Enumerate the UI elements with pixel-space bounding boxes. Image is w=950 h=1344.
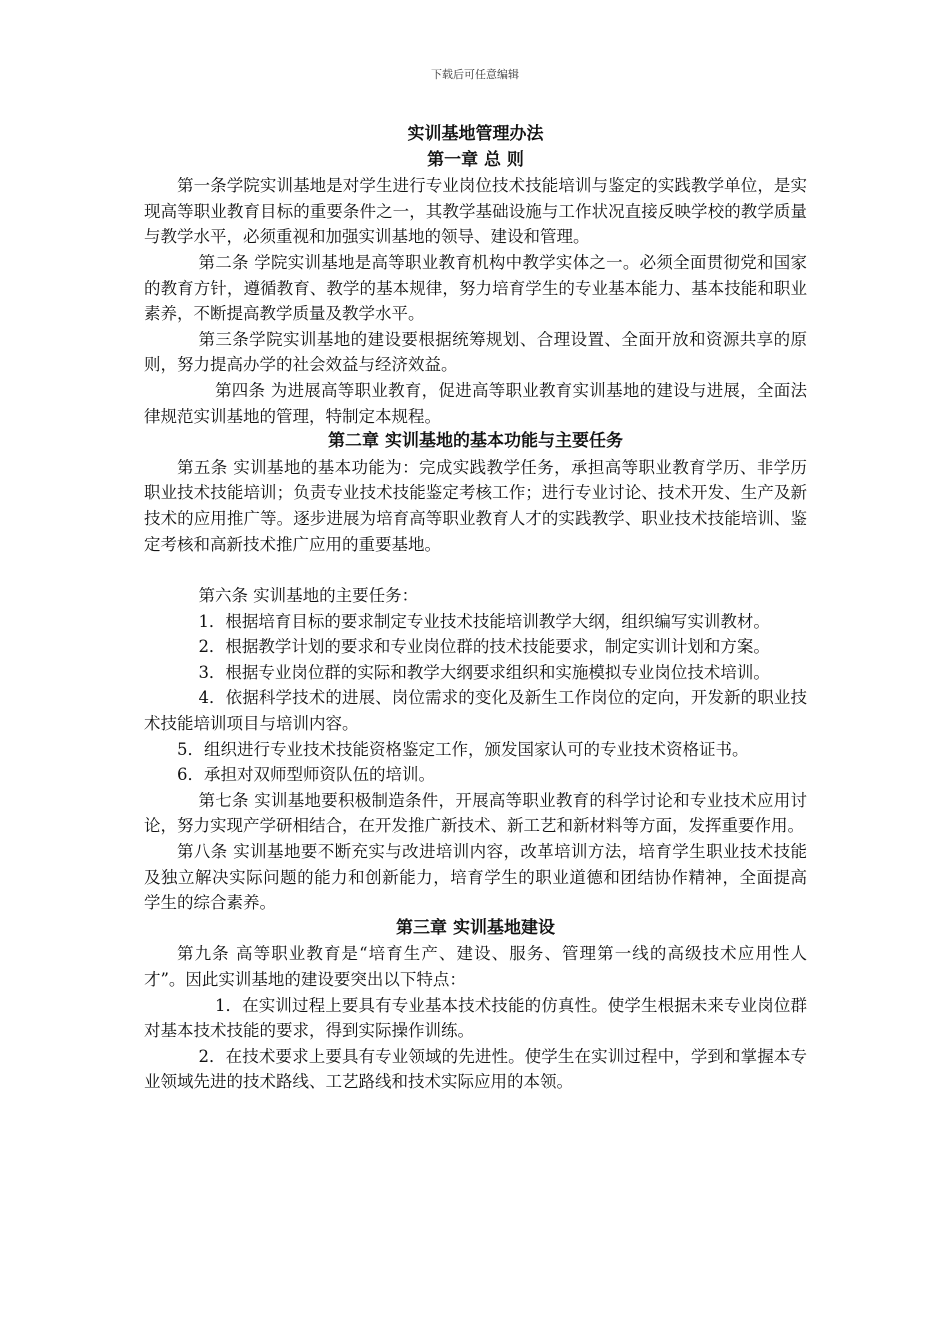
list-item: 5．组织进行专业技术技能资格鉴定工作，颁发国家认可的专业技术资格证书。 bbox=[177, 739, 749, 759]
article-paragraph: 第二条 学院实训基地是高等职业教育机构中教学实体之一。必须全面贯彻党和国家的教育方针，遵循教育、教学的基本规律，努力培育学生的专业基本能力、基本技能和职业素养，不断提高教学质量及教学水平。 bbox=[144, 252, 807, 324]
chapter-heading: 第二章 实训基地的基本功能与主要任务 bbox=[328, 431, 623, 452]
article-paragraph: 第七条 实训基地要积极制造条件，开展高等职业教育的科学讨论和专业技术应用讨论，努力实现产学研相结合，在开发推广新技术、新工艺和新材料等方面，发挥重要作用。 bbox=[144, 790, 807, 836]
list-item: 1．根据培育目标的要求制定专业技术技能培训教学大纲，组织编写实训教材。 bbox=[198, 611, 770, 631]
header-note: 下载后可任意编辑 bbox=[431, 68, 519, 81]
article-paragraph: 第四条 为进展高等职业教育，促进高等职业教育实训基地的建设与进展，全面法律规范实训基地的管理，特制定本规程。 bbox=[144, 380, 807, 426]
document-body bbox=[144, 122, 807, 1095]
article-paragraph: 第一条学院实训基地是对学生进行专业岗位技术技能培训与鉴定的实践教学单位，是实现高等职业教育目标的重要条件之一，其教学基础设施与工作状况直接反映学校的教学质量与教学水平，必须重视和加强实训基地的领导、建设和管理。 bbox=[144, 176, 807, 247]
list-item: 2．根据教学计划的要求和专业岗位群的技术技能要求，制定实训计划和方案。 bbox=[198, 637, 770, 657]
article-paragraph: 第五条 实训基地的基本功能为：完成实践教学任务，承担高等职业教育学历、非学历职业技术技能培训；负责专业技术技能鉴定考核工作；进行专业讨论、技术开发、生产及新技术的应用推广等。逐步进展为培育高等职业教育人才的实践教学、职业技术技能培训、鉴定考核和高新技术推广应用的重要基地。 bbox=[144, 457, 807, 554]
chapter-heading: 第一章 总 则 bbox=[427, 149, 524, 170]
list-item: 6．承担对双师型师资队伍的培训。 bbox=[177, 765, 435, 785]
list-item: 1．在实训过程上要具有专业基本技术技能的仿真性。使学生根据未来专业岗位群对基本技术技能的要求，得到实际操作训练。 bbox=[144, 995, 807, 1041]
article-paragraph: 第六条 实训基地的主要任务： bbox=[198, 586, 419, 606]
document-title: 实训基地管理办法 bbox=[407, 124, 544, 144]
list-item: 4．依据科学技术的进展、岗位需求的变化及新生工作岗位的定向，开发新的职业技术技能培训项目与培训内容。 bbox=[144, 688, 807, 734]
chapter-heading: 第三章 实训基地建设 bbox=[396, 917, 555, 938]
list-item: 2．在技术要求上要具有专业领域的先进性。使学生在实训过程中，学到和掌握本专业领域先进的技术路线、工艺路线和技术实际应用的本领。 bbox=[144, 1046, 807, 1092]
list-item: 3．根据专业岗位群的实际和教学大纲要求组织和实施模拟专业岗位技术培训。 bbox=[198, 662, 770, 682]
blank-line bbox=[144, 557, 807, 583]
article-paragraph: 第八条 实训基地要不断充实与改进培训内容，改革培训方法，培育学生职业技术技能及独立解决实际问题的能力和创新能力，培育学生的职业道德和团结协作精神，全面提高 学生的综合素养。 bbox=[144, 842, 807, 913]
article-paragraph: 第九条 高等职业教育是“培育生产、建设、服务、管理第一线的高级技术应用性人才”。因此实训基地的建设要突出以下特点： bbox=[144, 944, 807, 989]
article-paragraph: 第三条学院实训基地的建设要根据统筹规划、合理设置、全面开放和资源共享的原则，努力提高办学的社会效益与经济效益。 bbox=[144, 329, 807, 375]
